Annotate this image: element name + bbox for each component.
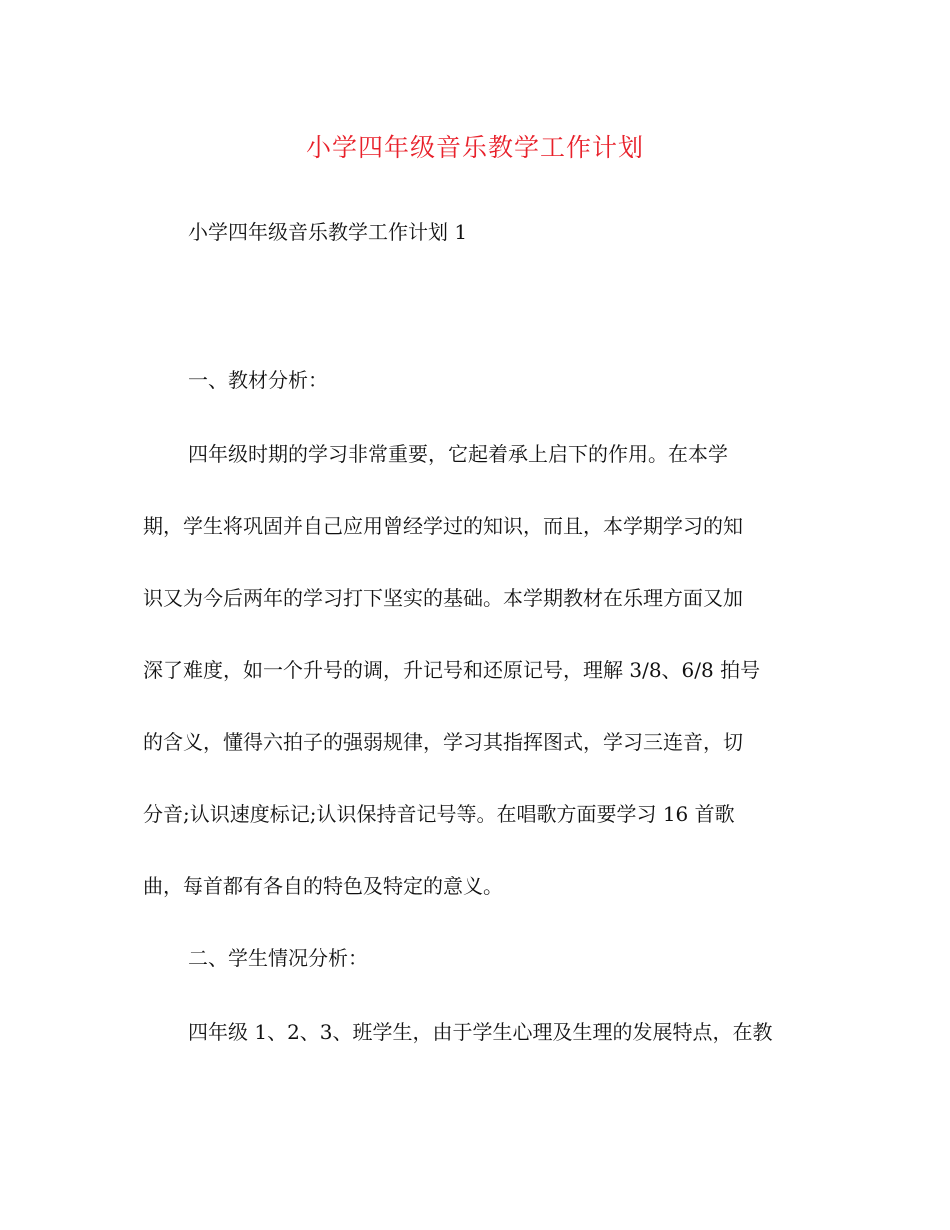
paragraph-line: 的含义，懂得六拍子的强弱规律，学习其指挥图式，学习三连音，切 — [143, 730, 743, 754]
section-heading-students: 二、学生情况分析： — [188, 946, 368, 970]
paragraph-line: 深了难度，如一个升号的调，升记号和还原记号，理解 3/8、6/8 拍号 — [143, 658, 761, 682]
paragraph-line: 四年级 1、2、3、班学生，由于学生心理及生理的发展特点，在教 — [188, 1020, 773, 1044]
paragraph-students — [143, 996, 809, 1068]
paragraph-line: 曲，每首都有各自的特色及特定的意义。 — [143, 874, 503, 898]
paragraph-line: 识又为今后两年的学习打下坚实的基础。本学期教材在乐理方面又加 — [143, 586, 743, 610]
paragraph-line: 分音;认识速度标记;认识保持音记号等。在唱歌方面要学习 16 首歌 — [143, 802, 735, 826]
paragraph-line: 期，学生将巩固并自己应用曾经学过的知识，而且，本学期学习的知 — [143, 514, 743, 538]
document-title: 小学四年级音乐教学工作计划 — [305, 133, 644, 162]
paragraph-line: 四年级时期的学习非常重要，它起着承上启下的作用。在本学 — [188, 442, 728, 466]
document-subtitle: 小学四年级音乐教学工作计划 1 — [188, 220, 468, 244]
section-heading-materials: 一、教材分析： — [188, 368, 328, 392]
paragraph-materials — [143, 418, 809, 922]
